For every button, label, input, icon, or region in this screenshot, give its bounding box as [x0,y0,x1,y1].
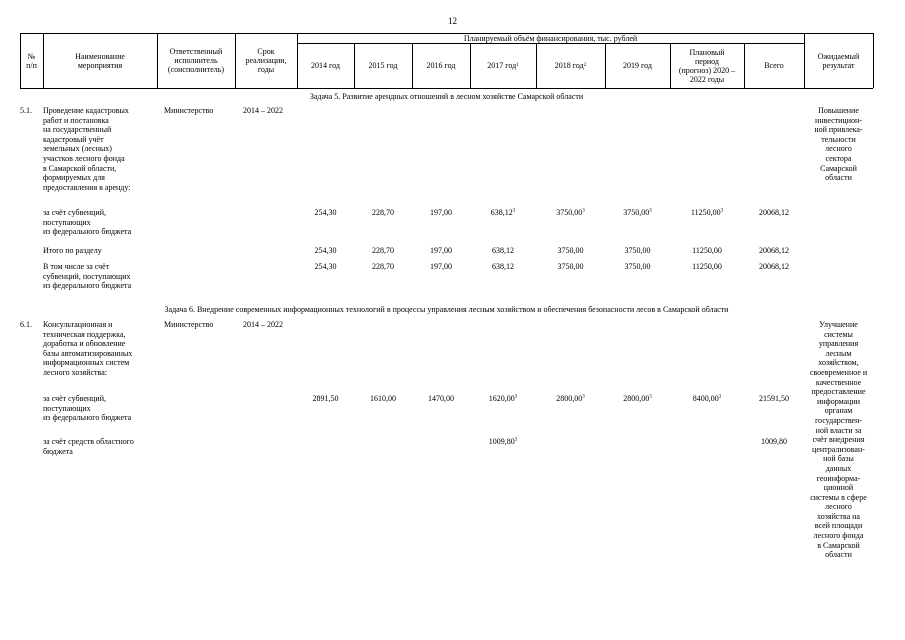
cell-2019: 3750,00 [624,246,651,255]
cell-total: 20068,12 [759,262,789,271]
cell-2014: 2891,50 [312,394,339,403]
header-plan-period: Плановый период (прогноз) 2020 – 2022 годы [678,47,736,84]
task6-expected-result: Улучшение системы управления лесным хозяйством, своевременное и качественное предоставление информации органам государствен- ной власти за счёт внедрения централизован- ной базы данных геоинформа- ционной системы в сфере лесного хозяйства на всей площади лесного фонда в Самарской области [809,320,868,560]
cell-2019: 2800,00$^3$ [623,394,652,403]
cell-2016: 197,00 [430,246,452,255]
task6-executor: Министерство [164,320,214,329]
cell-total: 20068,12 [759,246,789,255]
cell-2015: 228,70 [372,208,394,217]
cell-total: 1009,80 [761,437,787,446]
row-label: за счёт субвенций, поступающих из федерального бюджета [43,394,132,423]
page-number: 12 [448,16,457,26]
cell-plan: 11250,00$^3$ [690,208,724,217]
row-label: В том числе за счёт субвенций, поступающих из федерального бюджета [43,262,132,291]
header-year-2019: 2019 год [623,61,652,70]
task5-title: Задача 5. Развитие арендных отношений в лесном хозяйстве Самарской области [309,92,584,101]
header-col-term: Срок реализации, годы [245,47,287,74]
cell-2017: 1009,80$^3$ [488,437,518,446]
header-col-name: Наименование мероприятия [75,51,125,70]
cell-2018: 3750,00 [557,262,584,271]
task5-term: 2014 – 2022 [243,106,283,115]
header-col-number: № п/п [26,51,37,70]
cell-2014: 254,30 [314,246,337,255]
cell-2016: 197,00 [430,208,452,217]
cell-total: 21591,50 [759,394,789,403]
task6-activity-name: Консультационная и техническая поддержка, доработка и обновление базы автоматизированных информационных систем лесного хозяйства: [43,320,133,377]
cell-2018: 3750,00$^3$ [556,208,585,217]
header-year-2017: 2017 год 1 [487,61,519,70]
row-label: за счёт средств областного бюджета [43,437,134,456]
cell-2017: 1620,00$^3$ [488,394,518,403]
cell-2014: 254,30 [314,262,337,271]
cell-2018: 2800,00$^3$ [556,394,585,403]
cell-2014: 254,30 [314,208,337,217]
row-label: Итого по разделу [43,246,102,255]
cell-plan: 11250,00 [692,246,722,255]
cell-2015: 228,70 [372,246,394,255]
cell-2016: 197,00 [430,262,452,271]
header-col-finance: Планируемый объём финансирования, тыс. рублей [463,33,638,43]
header-year-2014: 2014 год [311,61,340,70]
cell-2016: 1470,00 [428,394,454,403]
cell-2017: 638,12$^3$ [490,208,516,217]
cell-plan: 11250,00 [692,262,722,271]
task6-title: Задача 6. Внедрение современных информационных технологий в процессы управления лесным хозяйством и обеспечения безопасности лесов в Самарской области [164,305,729,314]
cell-plan: 8400,00$^3$ [692,394,722,403]
task5-executor: Министерство [164,106,214,115]
task6-item-number: 6.1. [20,320,32,329]
task6-term: 2014 – 2022 [243,320,283,329]
header-year-2018: 2018 год 2 [554,61,587,70]
cell-total: 20068,12 [759,208,789,217]
header-expected-result: Ожидаемый результат [817,51,860,70]
row-label: за счёт субвенций, поступающих из федерального бюджета [43,208,132,237]
cell-2019: 3750,00$^3$ [623,208,652,217]
task5-item-number: 5.1. [20,106,32,115]
header-year-2016: 2016 год [426,61,456,70]
header-total: Всего [764,61,784,70]
cell-2017: 638,12 [492,262,514,271]
cell-2015: 228,70 [372,262,394,271]
header-year-2015: 2015 год [368,61,398,70]
cell-2018: 3750,00 [557,246,584,255]
task5-expected-result: Повышение инвестицион- ной привлека- тельности лесного сектора Самарской области [814,106,863,183]
cell-2017: 638,12 [492,246,514,255]
task5-activity-name: Проведение кадастровых работ и постановка на государственный кадастровый учёт земельных (лесных) участков лесного фонда в Самарской области, формируемых для предоставления в аренду: [43,106,131,192]
cell-2015: 1610,00 [370,394,396,403]
cell-2019: 3750,00 [624,262,651,271]
header-col-executor: Ответственный исполнитель (соисполнитель) [167,47,225,74]
